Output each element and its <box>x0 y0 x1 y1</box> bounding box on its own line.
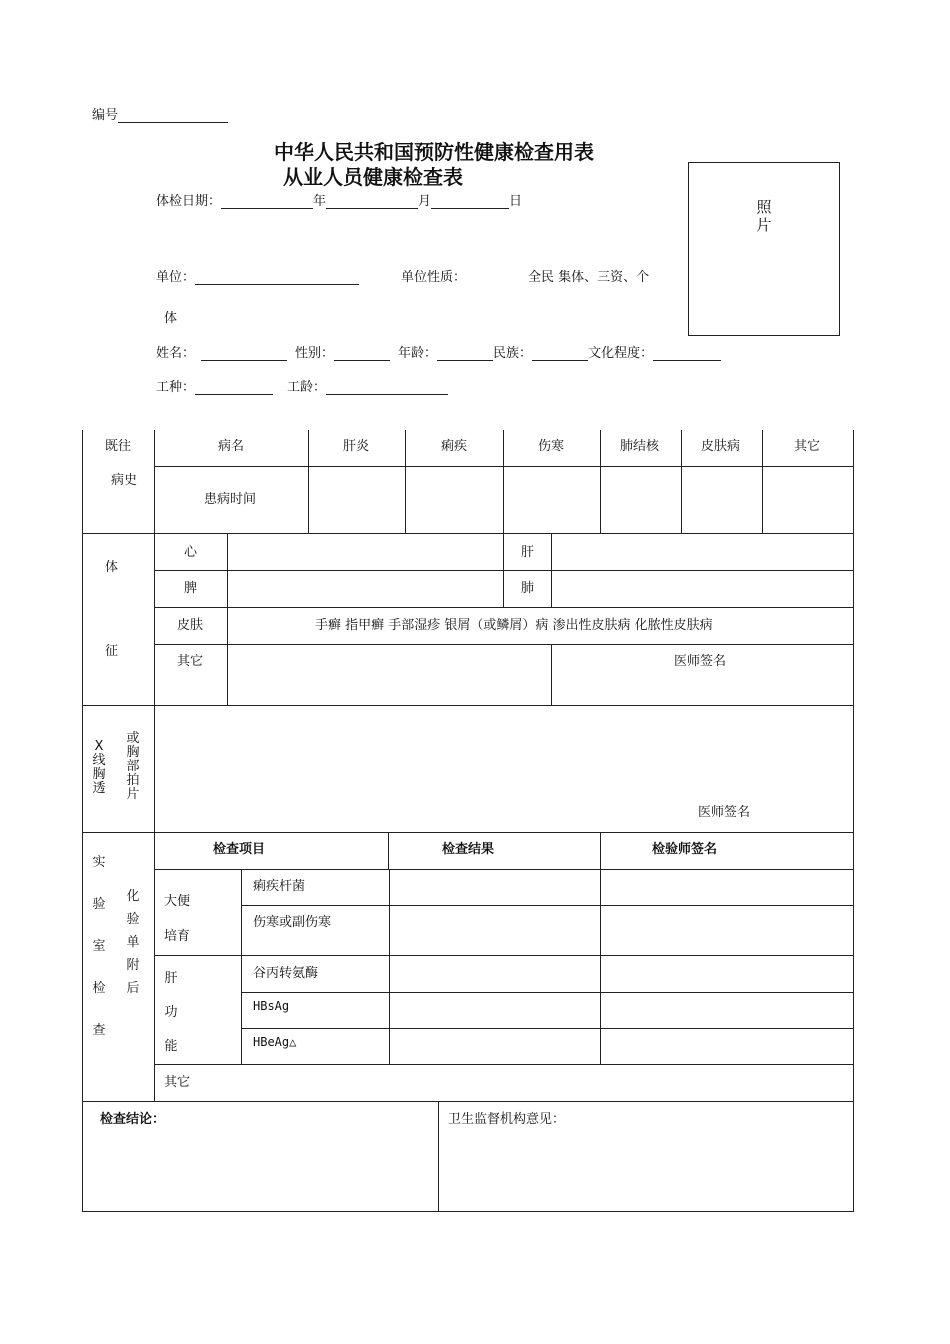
grid-line <box>503 430 504 533</box>
table-left-border <box>82 430 83 1211</box>
photo-box <box>688 162 840 336</box>
lab-other-label: 其它 <box>164 1075 191 1090</box>
supervision-label: 卫生监督机构意见： <box>448 1112 566 1127</box>
exam-year-blank[interactable] <box>221 194 313 209</box>
grid-line <box>227 533 228 705</box>
exam-month-blank[interactable] <box>326 194 418 209</box>
grid-line <box>241 869 242 1064</box>
physical-doctor-sign: 医师签名 <box>674 654 727 669</box>
grid-line <box>551 644 552 705</box>
dysentery-test: 痢疾杆菌 <box>253 879 306 894</box>
gender-blank[interactable] <box>334 346 390 361</box>
disease-typhoid: 伤寒 <box>538 439 565 454</box>
grid-line <box>154 430 155 533</box>
physical-section-label-2: 征 <box>105 644 119 659</box>
xray-label: X线胸透 <box>92 739 106 796</box>
lab-attach-note: 化验单附后 <box>126 889 140 996</box>
serial-number-blank[interactable] <box>118 108 228 123</box>
unit-row <box>156 266 359 285</box>
grid-line <box>154 1064 853 1065</box>
disease-dysentery: 痢疾 <box>441 439 468 454</box>
grid-line <box>154 832 155 1101</box>
grid-line <box>154 607 853 608</box>
grid-line <box>82 1101 853 1102</box>
grid-line <box>154 869 853 870</box>
history-section-label-2: 病史 <box>111 473 138 488</box>
grid-line <box>241 992 853 993</box>
alt-test: 谷丙转氨酶 <box>253 966 319 981</box>
xray-label-alt: 或胸部拍片 <box>126 731 140 802</box>
lung-label: 肺 <box>521 581 535 596</box>
serial-number-label: 编号 <box>92 108 119 123</box>
heart-label: 心 <box>184 545 198 560</box>
lab-section-label-text: 实验室检查 <box>92 855 106 1038</box>
skin-options: 手癣 指甲癣 手部湿疹 银屑（或鳞屑）病 渗出性皮肤病 化脓性皮肤病 <box>315 618 713 633</box>
unit-nature-options: 全民 集体、三资、个 <box>528 270 650 285</box>
xray-doctor-sign: 医师签名 <box>698 805 751 820</box>
name-label: 姓名： <box>156 346 196 361</box>
grid-line <box>762 430 763 533</box>
exam-date-row <box>156 190 522 209</box>
stool-label-1: 大便 <box>164 894 191 909</box>
hbeag-test: HBeAg△ <box>253 1035 297 1049</box>
grid-line <box>600 430 601 533</box>
unit-blank[interactable] <box>195 270 359 285</box>
ethnicity-label: 民族： <box>493 346 533 361</box>
spleen-label: 脾 <box>184 581 198 596</box>
grid-line <box>82 705 853 706</box>
unit-nature-options-cont: 体 <box>164 311 178 326</box>
serial-number-field <box>92 104 228 123</box>
liver-label: 肝 <box>521 545 535 560</box>
education-blank[interactable] <box>653 346 721 361</box>
table-right-border <box>853 430 854 1211</box>
grid-line <box>82 1211 854 1212</box>
disease-hepatitis: 肝炎 <box>343 439 370 454</box>
grid-line <box>154 466 853 467</box>
liver-function-label: 肝功能 <box>164 971 178 1054</box>
grid-line <box>154 644 853 645</box>
disease-other: 其它 <box>794 439 821 454</box>
grid-line <box>154 705 155 832</box>
disease-tuberculosis: 肺结核 <box>620 439 660 454</box>
grid-line <box>681 430 682 533</box>
col-result-header: 检查结果 <box>442 842 495 857</box>
unit-nature-label: 单位性质： <box>401 270 467 285</box>
hbsag-test: HBsAg <box>253 999 290 1013</box>
grid-line <box>388 832 389 869</box>
physical-section-label-1: 体 <box>105 560 119 575</box>
job-type-label: 工种： <box>156 380 196 395</box>
work-years-label: 工龄： <box>287 380 327 395</box>
col-sign-header: 检验师签名 <box>652 842 718 857</box>
gender-label: 性别： <box>295 346 335 361</box>
conclusion-label: 检查结论： <box>100 1112 166 1127</box>
grid-line <box>154 533 155 705</box>
lab-section-label <box>92 842 106 1052</box>
grid-line <box>308 430 309 533</box>
stool-label-2: 培育 <box>164 929 191 944</box>
grid-line <box>82 832 853 833</box>
month-label: 月 <box>418 194 432 209</box>
col-item-header: 检查项目 <box>213 842 266 857</box>
education-label: 文化程度： <box>588 346 654 361</box>
job-info-row <box>156 376 448 395</box>
age-label: 年龄： <box>398 346 438 361</box>
form-title: 中华人民共和国预防性健康检查用表 <box>274 140 594 164</box>
grid-line <box>389 869 390 1064</box>
grid-line <box>241 905 853 906</box>
form-subtitle: 从业人员健康检查表 <box>283 165 463 189</box>
name-blank[interactable] <box>201 346 287 361</box>
typhoid-test: 伤寒或副伤寒 <box>253 915 332 930</box>
grid-line <box>154 570 853 571</box>
age-blank[interactable] <box>437 346 493 361</box>
grid-line <box>438 1101 439 1211</box>
grid-line <box>154 955 853 956</box>
work-years-blank[interactable] <box>326 380 448 395</box>
disease-duration-label: 患病时间 <box>204 492 257 507</box>
grid-line <box>82 533 853 534</box>
unit-label: 单位： <box>156 270 196 285</box>
grid-line <box>241 1028 853 1029</box>
grid-line <box>600 832 601 1064</box>
personal-info-row <box>156 342 721 361</box>
photo-label: 照片 <box>756 198 772 234</box>
year-label: 年 <box>313 194 327 209</box>
day-label: 日 <box>509 194 523 209</box>
exam-date-label: 体检日期： <box>156 194 222 209</box>
disease-header: 病名 <box>218 439 245 454</box>
history-section-label-1: 既往 <box>105 439 132 454</box>
grid-line <box>405 430 406 533</box>
physical-other-label: 其它 <box>177 654 204 669</box>
skin-label: 皮肤 <box>177 618 204 633</box>
job-type-blank[interactable] <box>195 380 273 395</box>
exam-day-blank[interactable] <box>431 194 509 209</box>
disease-skin: 皮肤病 <box>701 439 741 454</box>
ethnicity-blank[interactable] <box>532 346 588 361</box>
